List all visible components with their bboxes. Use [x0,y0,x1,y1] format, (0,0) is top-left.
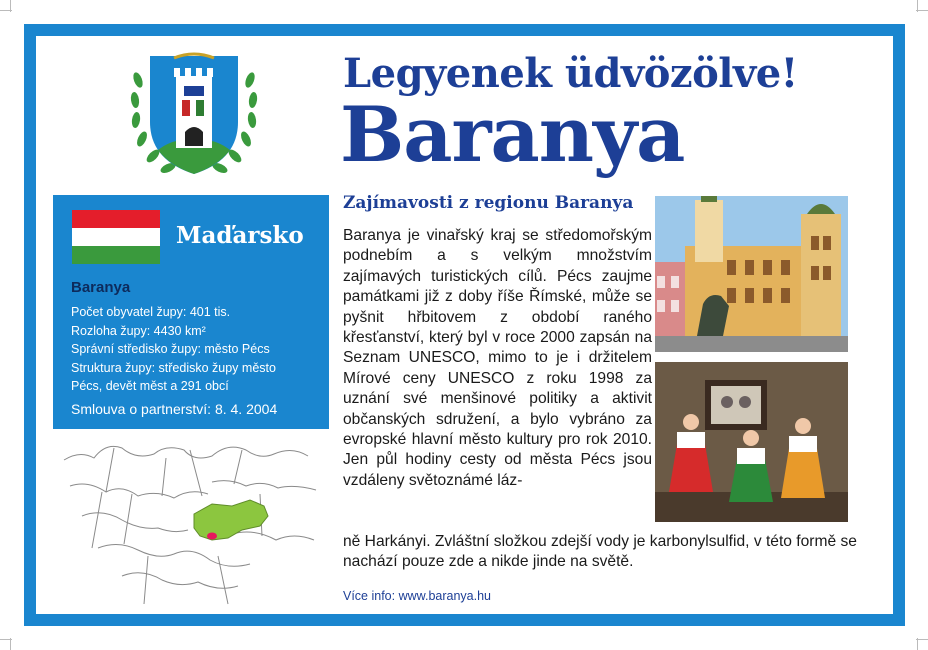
fact-structure: Struktura župy: středisko župy město [71,360,276,375]
flag-hungary-icon [72,210,160,264]
fact-population: Počet obyvatel župy: 401 tis. [71,305,231,319]
fact-structure-cont: Pécs, devět měst a 291 obcí [71,379,229,393]
folk-costume-photo [655,362,848,522]
map-icon [62,436,320,608]
crop-mark [917,638,918,650]
coat-of-arms-icon [128,50,260,185]
fact-area: Rozloha župy: 4430 km² [71,323,206,338]
partnership-date: Smlouva o partnerství: 8. 4. 2004 [71,401,278,417]
welcome-heading: Legyenek üdvözölve! [343,50,798,97]
region-title: Baranya [340,90,685,179]
country-name: Maďarsko [176,222,304,249]
pecs-town-hall-photo [655,196,848,352]
article-body: Baranya je vinařský kraj se středomořským podnebím a s velkým množstvím zajímavých turistických cílů. Pécs zaujme památkami již z doby říše Římské, může se pyšnit hřbitovem z období raného křesťanství, který byl v roce 2000 zapsán na Seznam UNESCO, mimo to je i držitelem Mírové ceny UNESCO z roku 1998 za uznání své menšinové politiky a aktivit občanských sdružení, a bylo vybráno za evropské hlavní město kultury pro rok 2010. Jen půl hodiny cesty od města Pécs jsou vzdáleny světoznámé láz- [343,227,652,489]
fact-capital: Správní středisko župy: město Pécs [71,342,270,356]
country-infobox [53,195,329,429]
crop-mark [10,0,11,12]
crop-mark [917,0,918,12]
article-heading: Zajímavosti z regionu Baranya [343,193,634,213]
fact-list [71,303,276,396]
more-info-link[interactable]: Více info: www.baranya.hu [343,589,491,603]
article-body-end: ně Harkányi. Zvláštní složkou zdejší vody je karbonylsulfid, v této formě se nachází pouze zde a nikde jinde na světě. [343,533,857,571]
infobox-title: Baranya [71,279,131,296]
crop-mark [10,638,11,650]
